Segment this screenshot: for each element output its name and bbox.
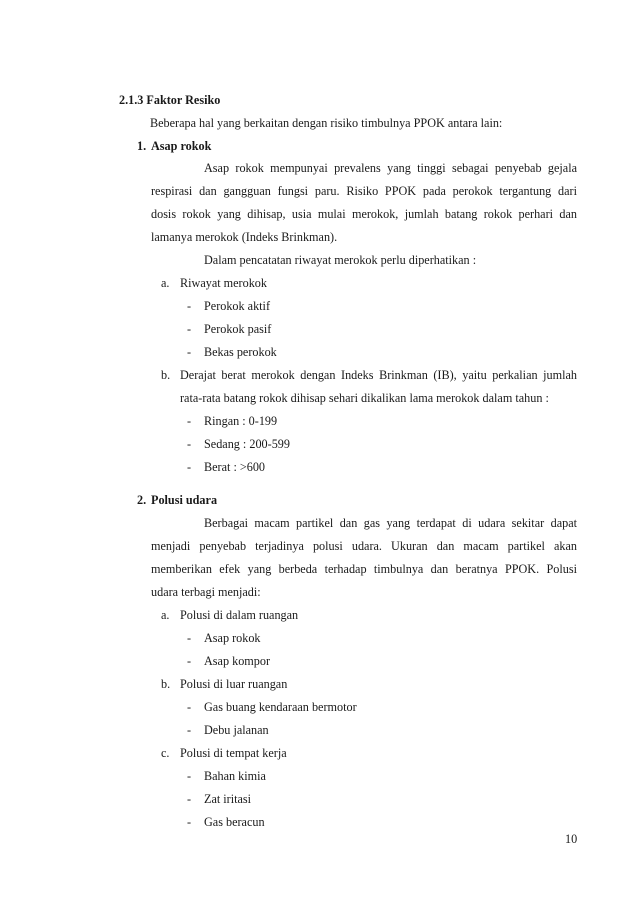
- bullet-dash: -: [187, 815, 192, 829]
- page-number: 10: [565, 832, 578, 846]
- sub-letter: a.: [161, 608, 170, 622]
- sub-item-text: rata-rata batang rokok dihisap sehari dikalikan lama merokok dalam tahun :: [180, 391, 549, 405]
- sub-letter: b.: [161, 368, 171, 382]
- bullet-text: Berat : >600: [204, 460, 266, 474]
- sub-letter: c.: [161, 746, 170, 760]
- bullet-dash: -: [187, 460, 192, 474]
- sub-item-text: Polusi di luar ruangan: [180, 677, 288, 691]
- bullet-dash: -: [187, 414, 192, 428]
- item-title: Polusi udara: [151, 493, 218, 507]
- paragraph-line: Dalam pencatatan riwayat merokok perlu diperhatikan :: [204, 253, 477, 267]
- paragraph-line: memberikan efek yang berbeda terhadap timbulnya dan beratnya PPOK. Polusi: [151, 562, 577, 576]
- paragraph-line: respirasi dan gangguan fungsi paru. Risiko PPOK pada perokok tergantung dari: [151, 184, 577, 198]
- bullet-text: Asap rokok: [204, 631, 261, 645]
- bullet-dash: -: [187, 792, 192, 806]
- bullet-text: Zat iritasi: [204, 792, 252, 806]
- item-number: 1.: [137, 139, 147, 153]
- bullet-text: Bahan kimia: [204, 769, 266, 783]
- bullet-text: Sedang : 200-599: [204, 437, 290, 451]
- paragraph-line: dosis rokok yang dihisap, usia mulai merokok, jumlah batang rokok perhari dan: [151, 207, 577, 221]
- bullet-text: Bekas perokok: [204, 345, 277, 359]
- bullet-text: Perokok pasif: [204, 322, 272, 336]
- bullet-dash: -: [187, 437, 192, 451]
- bullet-dash: -: [187, 700, 192, 714]
- sub-letter: a.: [161, 276, 170, 290]
- item-number: 2.: [137, 493, 147, 507]
- paragraph-line: lamanya merokok (Indeks Brinkman).: [151, 230, 338, 244]
- bullet-dash: -: [187, 299, 192, 313]
- bullet-text: Perokok aktif: [204, 299, 271, 313]
- sub-item-text: Polusi di dalam ruangan: [180, 608, 299, 622]
- paragraph-line: udara terbagi menjadi:: [151, 585, 261, 599]
- bullet-dash: -: [187, 322, 192, 336]
- paragraph-line: Asap rokok mempunyai prevalens yang tinggi sebagai penyebab gejala: [204, 161, 577, 175]
- bullet-text: Asap kompor: [204, 654, 271, 668]
- bullet-dash: -: [187, 723, 192, 737]
- bullet-text: Ringan : 0-199: [204, 414, 278, 428]
- bullet-dash: -: [187, 654, 192, 668]
- section-intro: Beberapa hal yang berkaitan dengan risiko timbulnya PPOK antara lain:: [150, 116, 503, 130]
- bullet-text: Gas buang kendaraan bermotor: [204, 700, 357, 714]
- bullet-dash: -: [187, 345, 192, 359]
- bullet-dash: -: [187, 769, 192, 783]
- section-heading: 2.1.3 Faktor Resiko: [119, 93, 221, 107]
- bullet-dash: -: [187, 631, 192, 645]
- bullet-text: Debu jalanan: [204, 723, 269, 737]
- sub-letter: b.: [161, 677, 171, 691]
- paragraph-line: menjadi penyebab terjadinya polusi udara. Ukuran dan macam partikel akan: [151, 539, 577, 553]
- paragraph-line: Berbagai macam partikel dan gas yang terdapat di udara sekitar dapat: [204, 516, 577, 530]
- sub-item-text: Riwayat merokok: [180, 276, 267, 290]
- sub-item-text: Polusi di tempat kerja: [180, 746, 287, 760]
- bullet-text: Gas beracun: [204, 815, 265, 829]
- item-title: Asap rokok: [151, 139, 212, 153]
- sub-item-text: Derajat berat merokok dengan Indeks Brinkman (IB), yaitu perkalian jumlah: [180, 368, 577, 382]
